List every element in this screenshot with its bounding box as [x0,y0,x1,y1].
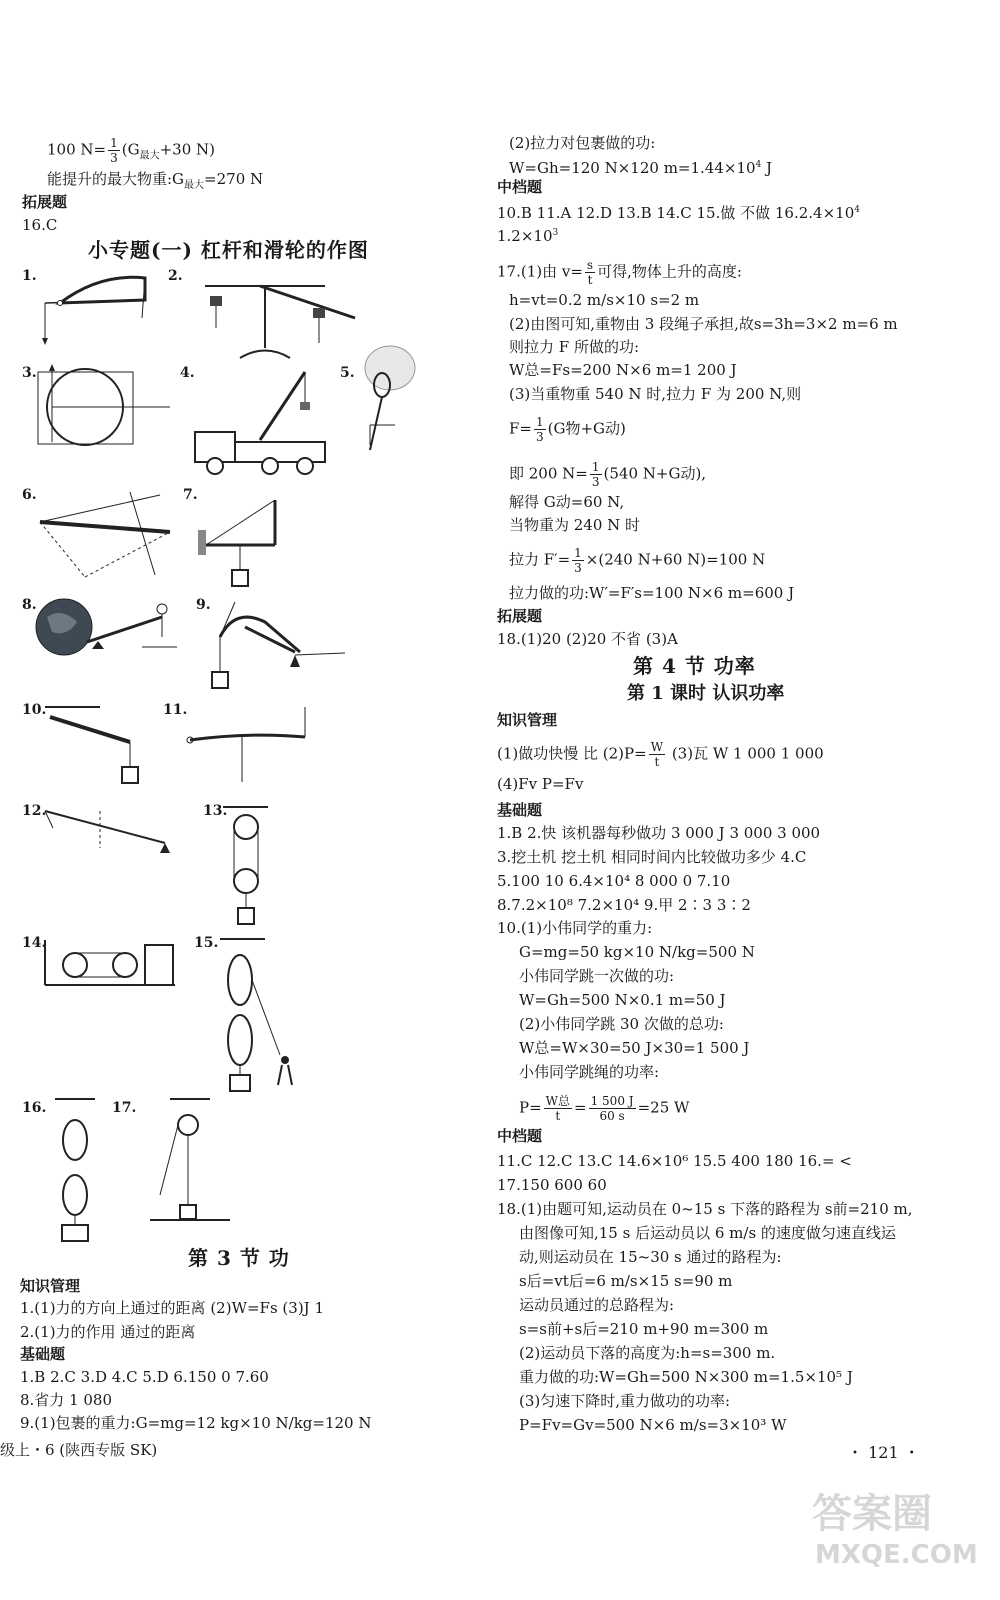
answer-line: s=s前+s后=210 m+90 m=300 m [519,1320,769,1338]
figure-label: 8. [22,597,37,613]
answer-line: 17.(1)由 v= $\frac{s}{t}$ 可得,物体上升的高度: [497,258,742,287]
answer-line: 18.(1)20 (2)20 不省 (3)A [497,630,678,648]
lesson-title: 第 1 课时 认识功率 [627,683,785,704]
pulley-diagram-16 [40,1095,110,1245]
figure-label: 1. [22,268,37,284]
crane-truck-diagram [190,362,330,477]
figure-label: 11. [163,702,188,718]
answer-line: P= $\frac{\text{W总}}{t}$ = $\frac{1 500 J}{60 s}$ =25 W [519,1094,690,1123]
lever-diagram-1 [30,268,160,348]
lever-diagram-2 [185,268,365,363]
section-title: 第 4 节 功率 [633,654,756,678]
answer-line: F= $\frac{1}{3}$ (G物+G动) [509,415,626,444]
answer-line: (2)运动员下落的高度为:h=s=300 m. [519,1344,776,1362]
fraction: $\frac{1}{3}$ [110,136,118,165]
answer-line: 解得 G动=60 N, [509,493,625,511]
answer-line: 8.7.2×10⁸ 7.2×10⁴ 9.甲 2∶3 3∶2 [497,896,751,914]
answer-line: (4)Fv P=Fv [497,775,584,793]
lever-diagram-10 [40,702,150,787]
answer-line: s后=vt后=6 m/s×15 s=90 m [519,1272,733,1290]
answer-line: 小伟同学跳绳的功率: [519,1063,660,1081]
roller-diagram [30,362,180,447]
answer-line: 1.B 2.C 3.D 4.C 5.D 6.150 0 7.60 [20,1368,269,1386]
answer-line: W=Gh=120 N×120 $m=1.44\times 10^4$ J [509,159,773,177]
answer-line: 17.150 600 60 [497,1176,607,1194]
answer-line: 拉力做的功:W′=F′s=100 N×6 m=600 J [509,584,795,602]
watermark-logo: 答案圈 [812,1491,932,1537]
answer-line: 即 200 N= $\frac{1}{3}$ (540 N+G动), [509,460,707,489]
answer-line: 10.B 11.A 12.D 13.B 14.C 15.做 不做 $16.2.4\times 10^4$ [497,204,860,222]
watermark-url: MXQE.COM [815,1540,978,1570]
section-heading: 中档题 [497,178,543,196]
answer-line: 11.C 12.C 13.C 14.6×10⁶ 15.5 400 180 16.= < [497,1152,852,1170]
lever-diagram-7 [195,490,295,590]
answer-line: 1.B 2.快 该机器每秒做功 3 000 J 3 000 3 000 [497,824,821,842]
answer-line: 则拉力 F 所做的功: [509,338,639,356]
figure-label: 6. [22,487,37,503]
answer-line: (3)匀速下降时,重力做功的功率: [519,1392,731,1410]
answer-line: 2.(1)力的作用 通过的距离 [20,1323,196,1341]
answer-line: 运动员通过的总路程为: [519,1296,675,1314]
figure-label: 2. [168,268,183,284]
answer-line: 10.(1)小伟同学的重力: [497,919,653,937]
figure-label: 17. [112,1100,137,1116]
lever-diagram-12 [35,803,185,863]
answer-line: 能提升的最大物重$:G_{最大}=270$ N [47,170,264,191]
pulley-diagram-14 [40,935,180,995]
pulley-diagram-15 [210,935,310,1095]
answer-line: 当物重为 240 N 时 [509,516,641,534]
section-heading: 基础题 [497,801,543,819]
answer-line: 由图像可知,15 s 后运动员以 6 m/s 的速度做匀速直线运 [519,1224,896,1242]
figure-label: 5. [340,365,355,381]
answer-line: (1)做功快慢 比 (2)P= $\frac{W}{t}$ (3)瓦 W 1 000 1 000 [497,740,824,769]
lever-diagram-6 [30,487,175,582]
figure-label: 3. [22,365,37,381]
pulley-diagram-17 [140,1095,240,1235]
figure-label: 10. [22,702,47,718]
answer-line: 100 N= $\frac{1}{3}$ ($G_{最大}+30$ N) [47,136,215,165]
answer-line: 拉力 F′= $\frac{1}{3}$ ×(240 N+60 N)=100 N [509,546,766,575]
answer-line: 8.省力 1 080 [20,1391,113,1409]
answer-line: W总=Fs=200 N×6 m=1 200 J [509,361,737,379]
answer-line: (2)拉力对包裹做的功: [509,134,656,152]
answer-line: 9.(1)包裹的重力:G=mg=12 kg×10 N/kg=120 N [20,1414,372,1432]
answer-line: 16.C [22,216,58,234]
lever-diagram-9 [205,597,365,692]
figure-label: 4. [180,365,195,381]
answer-line: 18.(1)由题可知,运动员在 0~15 s 下落的路程为 s前=210 m, [497,1200,913,1218]
answer-line: W总=W×30=50 J×30=1 500 J [519,1039,750,1057]
section-heading: 拓展题 [22,193,68,211]
pulley-diagram-13 [218,803,298,933]
figure-label: 13. [203,803,228,819]
answer-line: W=Gh=500 N×0.1 m=50 J [519,991,726,1009]
section-heading: 知识管理 [497,711,558,729]
figure-label: 7. [183,487,198,503]
page-footer: 级上・6 (陕西专版 SK) [0,1441,158,1459]
answer-line: 5.100 10 6.4×10⁴ 8 000 0 7.10 [497,872,731,890]
answer-line: $1.2\times 10^3$ [497,227,559,245]
globe-lever-diagram [32,597,182,657]
section-heading: 基础题 [20,1345,66,1363]
page-number: ・ 121 ・ [847,1443,920,1462]
special-topic-title: 小专题(一) 杠杆和滑轮的作图 [88,238,369,262]
answer-line: (2)由图可知,重物由 3 段绳子承担,故s=3h=3×2 m=6 m [509,315,898,333]
answer-line: 1.(1)力的方向上通过的距离 (2)W=Fs (3)J 1 [20,1299,325,1317]
section-heading: 中档题 [497,1127,543,1145]
figure-label: 14. [22,935,47,951]
stamp-lever-diagram [350,340,430,460]
section-heading: 知识管理 [20,1277,81,1295]
figure-label: 15. [194,935,219,951]
answer-line: (3)当重物重 540 N 时,拉力 F 为 200 N,则 [509,385,802,403]
figure-label: 9. [196,597,211,613]
section-heading: 拓展题 [497,607,543,625]
answer-line: 重力做的功:W=Gh=500 N×300 m=1.5×10⁵ J [519,1368,853,1386]
answer-line: 3.挖土机 挖土机 相同时间内比较做功多少 4.C [497,848,807,866]
figure-label: 16. [22,1100,47,1116]
answer-line: 小伟同学跳一次做的功: [519,967,675,985]
answer-line: h=vt=0.2 m/s×10 s=2 m [509,291,700,309]
answer-line: 动,则运动员在 15~30 s 通过的路程为: [519,1248,782,1266]
section-title: 第 3 节 功 [188,1246,290,1270]
answer-line: G=mg=50 kg×10 N/kg=500 N [519,943,755,961]
figure-label: 12. [22,803,47,819]
lever-diagram-11 [180,702,330,787]
answer-line: P=Fv=Gv=500 N×6 m/s=3×10³ W [519,1416,787,1434]
answer-line: (2)小伟同学跳 30 次做的总功: [519,1015,724,1033]
